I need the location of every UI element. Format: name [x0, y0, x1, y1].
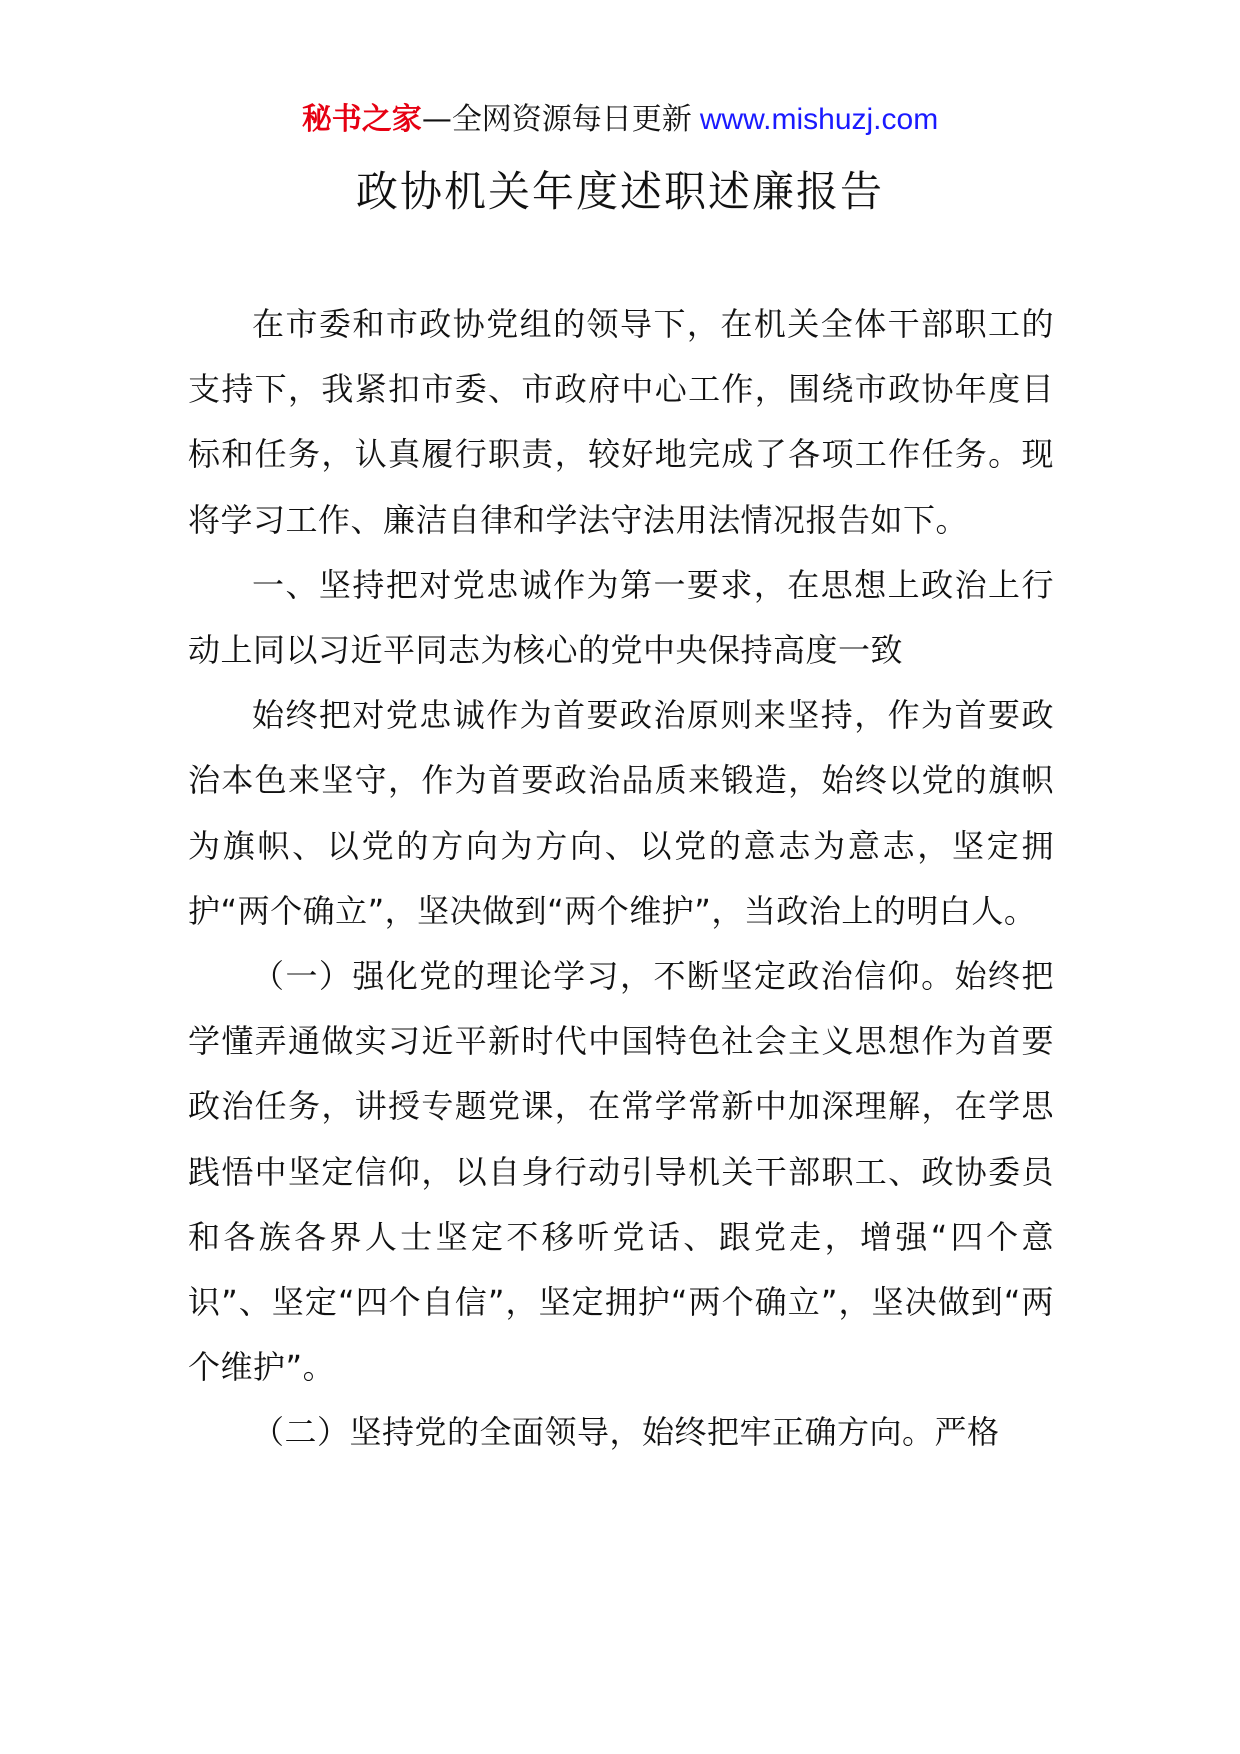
header-tagline: —全网资源每日更新: [421, 102, 692, 137]
section-heading-1: 一、坚持把对党忠诚作为第一要求，在思想上政治上行动上同以习近平同志为核心的党中央保持高度一致: [188, 565, 1054, 670]
subsection-paragraph-1: （一）强化党的理论学习，不断坚定政治信仰。始终把学懂弄通做实习近平新时代中国特色社会主义思想作为首要政治任务，讲授专题党课，在常学常新中加深理解，在学思践悟中坚定信仰，以自身行动引导机关干部职工、政协委员和各族各界人士坚定不移听党话、跟党走，增强“四个意识”、坚定“四个自信”，坚定拥护“两个确立”，坚决做到“两个维护”。: [188, 957, 1054, 1387]
document-body: [188, 292, 1054, 1466]
body-paragraph: 始终把对党忠诚作为首要政治原则来坚持，作为首要政治本色来坚守，作为首要政治品质来锻造，始终以党的旗帜为旗帜、以党的方向为方向、以党的意志为意志，坚定拥护“两个确立”，坚决做到“两个维护”，当政治上的明白人。: [188, 696, 1054, 930]
brand-name: 秘书之家: [301, 102, 422, 137]
site-header: [0, 100, 1240, 140]
document-title: 政协机关年度述职述廉报告: [355, 167, 884, 216]
site-link[interactable]: www.mishuzj.com: [699, 103, 939, 136]
subsection-paragraph-2: （二）坚持党的全面领导，始终把牢正确方向。严格: [252, 1413, 1000, 1452]
intro-paragraph: 在市委和市政协党组的领导下，在机关全体干部职工的支持下，我紧扣市委、市政府中心工作，围绕市政协年度目标和任务，认真履行职责，较好地完成了各项工作任务。现将学习工作、廉洁自律和学法守法用法情况报告如下。: [188, 305, 1054, 539]
